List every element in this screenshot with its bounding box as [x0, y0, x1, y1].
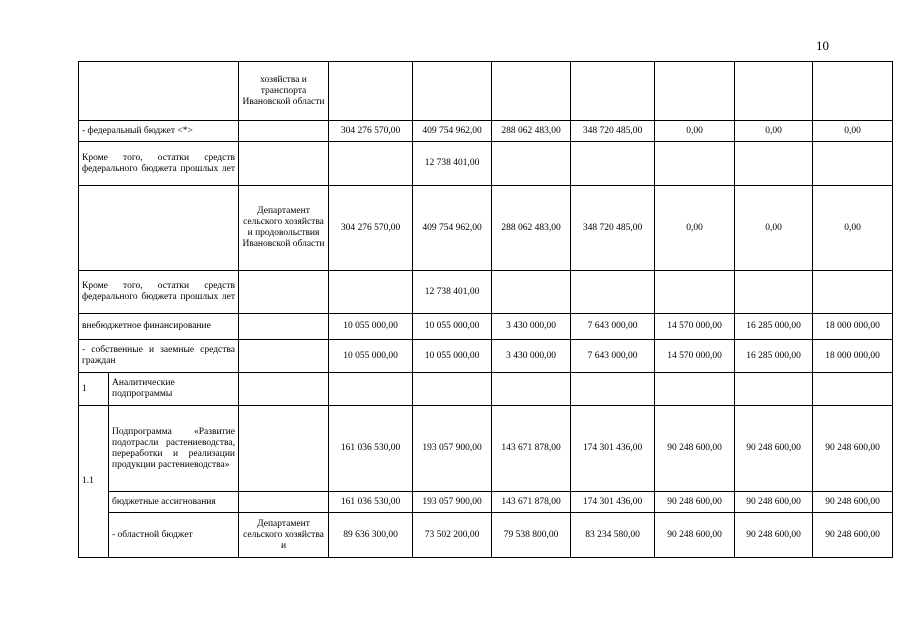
value-cell: 288 062 483,00 — [492, 186, 571, 271]
value-cell: 409 754 962,00 — [413, 121, 492, 142]
value-cell: 304 276 570,00 — [329, 121, 413, 142]
value-cell — [413, 62, 492, 121]
row-label: - областной бюджет — [109, 513, 239, 558]
value-cell: 288 062 483,00 — [492, 121, 571, 142]
empty-cell — [239, 373, 329, 406]
table-row — [79, 186, 893, 271]
value-cell: 73 502 200,00 — [413, 513, 492, 558]
value-cell — [735, 62, 813, 121]
value-cell — [813, 271, 893, 314]
value-cell: 90 248 600,00 — [735, 406, 813, 492]
value-cell: 14 570 000,00 — [655, 340, 735, 373]
row-label — [79, 186, 239, 271]
value-cell: 409 754 962,00 — [413, 186, 492, 271]
value-cell: 193 057 900,00 — [413, 492, 492, 513]
value-cell — [492, 142, 571, 186]
table-row — [79, 492, 893, 513]
value-cell: 174 301 436,00 — [571, 406, 655, 492]
row-label: внебюджетное финансирование — [79, 314, 239, 340]
value-cell: 0,00 — [735, 121, 813, 142]
value-cell: 14 570 000,00 — [655, 314, 735, 340]
executor-cell — [239, 271, 329, 314]
value-cell: 0,00 — [655, 186, 735, 271]
row-label: Кроме того, остатки средств федерального бюджета прошлых лет — [79, 271, 239, 314]
value-cell: 10 055 000,00 — [413, 314, 492, 340]
value-cell: 143 671 878,00 — [492, 406, 571, 492]
table-row — [79, 62, 893, 121]
value-cell: 0,00 — [655, 121, 735, 142]
budget-table — [78, 61, 893, 558]
value-cell: 0,00 — [735, 186, 813, 271]
value-cell: 89 636 300,00 — [329, 513, 413, 558]
value-cell: 90 248 600,00 — [813, 406, 893, 492]
executor-cell: Департамент сельского хозяйства и продовольствия Ивановской области — [239, 186, 329, 271]
value-cell: 0,00 — [813, 186, 893, 271]
executor-cell — [239, 314, 329, 340]
value-cell — [329, 271, 413, 314]
executor-cell — [239, 340, 329, 373]
empty-cell — [492, 373, 571, 406]
value-cell: 90 248 600,00 — [655, 406, 735, 492]
value-cell: 90 248 600,00 — [655, 513, 735, 558]
value-cell: 18 000 000,00 — [813, 314, 893, 340]
value-cell — [571, 142, 655, 186]
empty-cell — [655, 373, 735, 406]
section-title: Аналитические подпрограммы — [109, 373, 239, 406]
table-row — [79, 513, 893, 558]
section-row — [79, 373, 893, 406]
value-cell: 0,00 — [813, 121, 893, 142]
value-cell: 10 055 000,00 — [413, 340, 492, 373]
value-cell — [735, 142, 813, 186]
value-cell — [655, 271, 735, 314]
executor-cell — [239, 142, 329, 186]
value-cell: 90 248 600,00 — [813, 513, 893, 558]
row-label: - федеральный бюджет <*> — [79, 121, 239, 142]
row-label: Кроме того, остатки средств федерального бюджета прошлых лет — [79, 142, 239, 186]
table-row — [79, 314, 893, 340]
row-label: - собственные и заемные средства граждан — [79, 340, 239, 373]
subprogram-title: Подпрограмма «Развитие подотрасли растениеводства, переработки и реализации продукции растениеводства» — [109, 406, 239, 492]
value-cell — [492, 62, 571, 121]
empty-cell — [329, 373, 413, 406]
value-cell: 90 248 600,00 — [813, 492, 893, 513]
value-cell — [571, 271, 655, 314]
table-row — [79, 271, 893, 314]
row-label — [79, 62, 239, 121]
value-cell: 3 430 000,00 — [492, 314, 571, 340]
value-cell: 83 234 580,00 — [571, 513, 655, 558]
subprogram-number: 1.1 — [79, 406, 109, 558]
value-cell: 90 248 600,00 — [655, 492, 735, 513]
table-row — [79, 121, 893, 142]
value-cell: 304 276 570,00 — [329, 186, 413, 271]
value-cell: 16 285 000,00 — [735, 340, 813, 373]
value-cell — [329, 142, 413, 186]
value-cell: 90 248 600,00 — [735, 513, 813, 558]
value-cell: 18 000 000,00 — [813, 340, 893, 373]
value-cell: 3 430 000,00 — [492, 340, 571, 373]
value-cell: 10 055 000,00 — [329, 314, 413, 340]
value-cell: 16 285 000,00 — [735, 314, 813, 340]
empty-cell — [413, 373, 492, 406]
value-cell: 174 301 436,00 — [571, 492, 655, 513]
value-cell: 12 738 401,00 — [413, 142, 492, 186]
table-row — [79, 340, 893, 373]
value-cell — [655, 62, 735, 121]
value-cell — [735, 271, 813, 314]
value-cell: 143 671 878,00 — [492, 492, 571, 513]
value-cell — [492, 271, 571, 314]
executor-cell: Департамент сельского хозяйства и — [239, 513, 329, 558]
value-cell — [655, 142, 735, 186]
value-cell: 193 057 900,00 — [413, 406, 492, 492]
empty-cell — [813, 373, 893, 406]
value-cell — [571, 62, 655, 121]
executor-cell — [239, 121, 329, 142]
section-number: 1 — [79, 373, 109, 406]
value-cell: 348 720 485,00 — [571, 186, 655, 271]
page-number: 10 — [816, 38, 829, 53]
empty-cell — [239, 406, 329, 492]
value-cell: 161 036 530,00 — [329, 406, 413, 492]
value-cell: 348 720 485,00 — [571, 121, 655, 142]
table-row — [79, 142, 893, 186]
executor-cell — [239, 492, 329, 513]
empty-cell — [735, 373, 813, 406]
value-cell: 7 643 000,00 — [571, 340, 655, 373]
value-cell — [813, 62, 893, 121]
value-cell: 90 248 600,00 — [735, 492, 813, 513]
value-cell — [329, 62, 413, 121]
value-cell: 161 036 530,00 — [329, 492, 413, 513]
value-cell: 7 643 000,00 — [571, 314, 655, 340]
row-label: бюджетные ассигнования — [109, 492, 239, 513]
value-cell: 79 538 800,00 — [492, 513, 571, 558]
value-cell: 10 055 000,00 — [329, 340, 413, 373]
executor-cell: хозяйства и транспорта Ивановской области — [239, 62, 329, 121]
subprogram-row — [79, 406, 893, 492]
value-cell — [813, 142, 893, 186]
value-cell: 12 738 401,00 — [413, 271, 492, 314]
empty-cell — [571, 373, 655, 406]
